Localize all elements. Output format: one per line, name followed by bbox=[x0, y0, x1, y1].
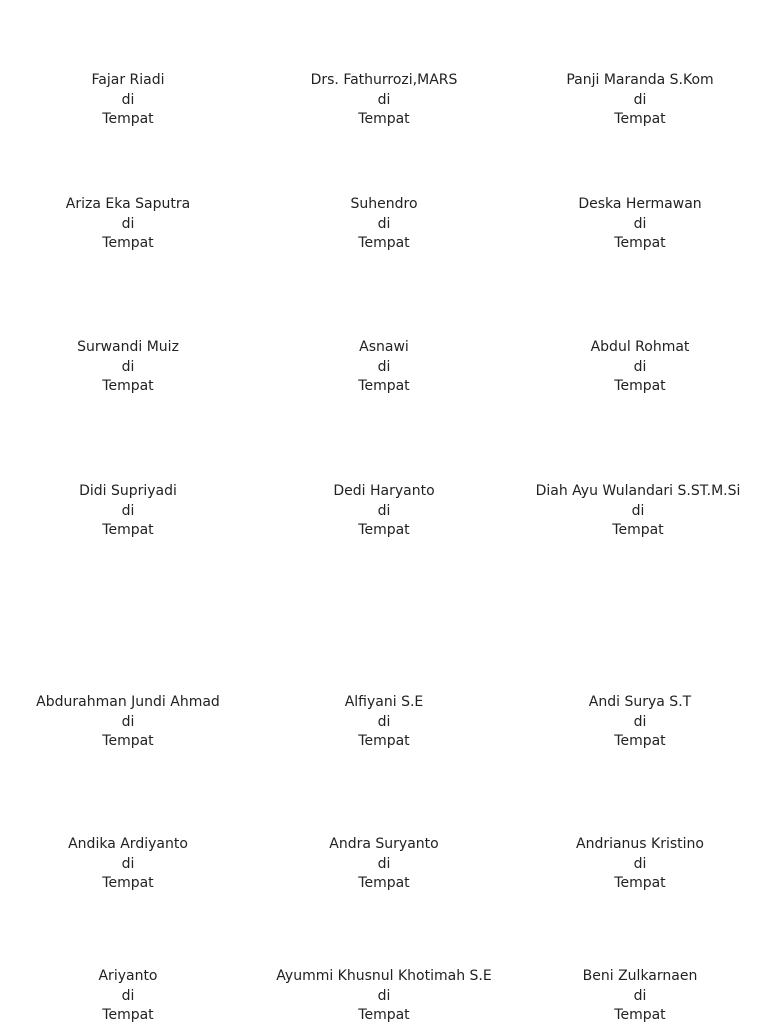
label-line-tempat: Tempat bbox=[358, 522, 410, 538]
label-line-tempat: Tempat bbox=[358, 378, 410, 394]
address-label bbox=[256, 71, 512, 130]
label-line-di: di bbox=[121, 91, 135, 108]
address-label bbox=[512, 835, 768, 894]
recipient-name: Didi Supriyadi bbox=[79, 483, 177, 499]
label-line-di: di bbox=[377, 987, 391, 1004]
recipient-name: Diah Ayu Wulandari S.ST.M.Si bbox=[535, 483, 741, 499]
recipient-name: Dedi Haryanto bbox=[333, 483, 435, 499]
label-line-tempat: Tempat bbox=[102, 733, 154, 749]
label-line-tempat: Tempat bbox=[614, 235, 666, 251]
label-line-di: di bbox=[377, 713, 391, 730]
recipient-name: Alfiyani S.E bbox=[344, 694, 424, 710]
recipient-name: Abdul Rohmat bbox=[590, 339, 690, 355]
address-label bbox=[256, 967, 512, 1026]
label-line-tempat: Tempat bbox=[358, 235, 410, 251]
label-line-di: di bbox=[633, 358, 647, 375]
label-line-di: di bbox=[121, 713, 135, 730]
address-label bbox=[0, 482, 256, 541]
label-line-di: di bbox=[121, 987, 135, 1004]
address-label bbox=[512, 693, 768, 752]
recipient-name: Beni Zulkarnaen bbox=[582, 968, 698, 984]
label-line-di: di bbox=[377, 502, 391, 519]
address-label bbox=[0, 195, 256, 254]
address-label bbox=[512, 195, 768, 254]
recipient-name: Fajar Riadi bbox=[91, 72, 165, 88]
label-line-di: di bbox=[633, 91, 647, 108]
label-line-di: di bbox=[121, 215, 135, 232]
address-label bbox=[508, 482, 768, 541]
label-line-tempat: Tempat bbox=[102, 378, 154, 394]
address-label bbox=[512, 967, 768, 1026]
address-label bbox=[256, 482, 512, 541]
label-line-tempat: Tempat bbox=[614, 378, 666, 394]
recipient-name: Andrianus Kristino bbox=[576, 836, 704, 852]
recipient-name: Drs. Fathurrozi,MARS bbox=[310, 72, 458, 88]
recipient-name: Surwandi Muiz bbox=[77, 339, 179, 355]
label-line-tempat: Tempat bbox=[102, 235, 154, 251]
recipient-name: Ariza Eka Saputra bbox=[65, 196, 191, 212]
label-line-tempat: Tempat bbox=[102, 522, 154, 538]
label-line-di: di bbox=[121, 358, 135, 375]
recipient-name: Ayummi Khusnul Khotimah S.E bbox=[276, 968, 492, 984]
label-line-tempat: Tempat bbox=[358, 111, 410, 127]
address-label bbox=[0, 338, 256, 397]
label-line-tempat: Tempat bbox=[358, 733, 410, 749]
recipient-name: Deska Hermawan bbox=[578, 196, 702, 212]
recipient-name: Abdurahman Jundi Ahmad bbox=[36, 694, 220, 710]
label-line-tempat: Tempat bbox=[102, 111, 154, 127]
recipient-name: Asnawi bbox=[359, 339, 409, 355]
label-line-tempat: Tempat bbox=[614, 1007, 666, 1023]
label-line-di: di bbox=[377, 215, 391, 232]
address-label bbox=[0, 71, 256, 130]
address-label bbox=[256, 195, 512, 254]
label-line-tempat: Tempat bbox=[102, 875, 154, 891]
label-line-di: di bbox=[633, 855, 647, 872]
label-line-di: di bbox=[377, 855, 391, 872]
label-line-di: di bbox=[121, 855, 135, 872]
address-label bbox=[0, 835, 256, 894]
label-line-tempat: Tempat bbox=[358, 875, 410, 891]
recipient-name: Andi Surya S.T bbox=[588, 694, 692, 710]
label-line-di: di bbox=[633, 987, 647, 1004]
label-line-tempat: Tempat bbox=[358, 1007, 410, 1023]
label-line-tempat: Tempat bbox=[614, 111, 666, 127]
label-line-di: di bbox=[633, 215, 647, 232]
label-line-tempat: Tempat bbox=[612, 522, 664, 538]
label-line-di: di bbox=[633, 713, 647, 730]
address-label bbox=[0, 967, 256, 1026]
label-line-tempat: Tempat bbox=[614, 733, 666, 749]
address-label bbox=[512, 71, 768, 130]
label-line-tempat: Tempat bbox=[102, 1007, 154, 1023]
address-label bbox=[256, 338, 512, 397]
label-line-di: di bbox=[377, 358, 391, 375]
recipient-name: Andika Ardiyanto bbox=[68, 836, 188, 852]
recipient-name: Suhendro bbox=[350, 196, 418, 212]
label-line-di: di bbox=[631, 502, 645, 519]
address-label bbox=[0, 693, 256, 752]
recipient-name: Andra Suryanto bbox=[329, 836, 439, 852]
label-line-tempat: Tempat bbox=[614, 875, 666, 891]
address-label bbox=[256, 835, 512, 894]
label-line-di: di bbox=[121, 502, 135, 519]
address-label bbox=[512, 338, 768, 397]
label-line-di: di bbox=[377, 91, 391, 108]
recipient-name: Ariyanto bbox=[98, 968, 158, 984]
address-label bbox=[256, 693, 512, 752]
recipient-name: Panji Maranda S.Kom bbox=[566, 72, 714, 88]
